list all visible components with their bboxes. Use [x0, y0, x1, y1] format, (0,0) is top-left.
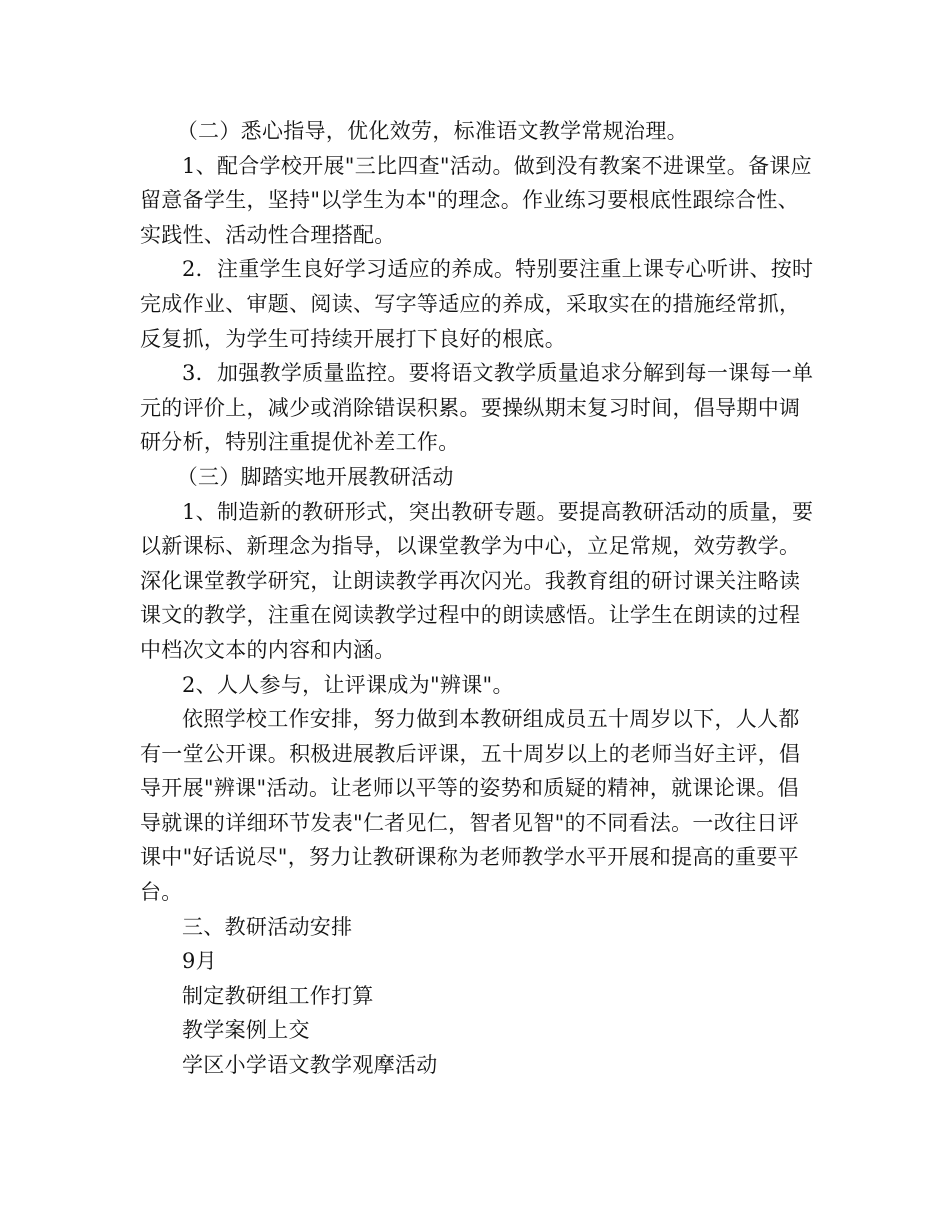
schedule-month: 9月 — [182, 949, 217, 974]
paragraph: 2、人人参与，让评课成为"辨课"。 — [182, 672, 514, 697]
paragraph: 2．注重学生良好学习适应的养成。特别要注重上课专心听讲、按时完成作业、审题、阅读、写字等适应的养成，采取实在的措施经常抓，反复抓，为学生可持续开展打下良好的根底。 — [140, 257, 814, 351]
section-heading: （二）悉心指导，优化效劳，标准语文教学常规治理。 — [176, 119, 688, 143]
paragraph: 1、制造新的教研形式，突出教研专题。要提高教研活动的质量，要以新课标、新理念为指导，以课堂教学为中心，立足常规，效劳教学。深化课堂教学研究，让朗读教学再次闪光。我教育组的研讨课关注略读课文的教学，注重在阅读教学过程中的朗读感悟。让学生在朗读的过程中档次文本的内容和内涵。 — [140, 499, 814, 662]
schedule-item: 教学案例上交 — [182, 1018, 310, 1043]
schedule-item: 学区小学语文教学观摩活动 — [182, 1053, 438, 1078]
schedule-item: 制定教研组工作打算 — [182, 983, 374, 1008]
section-heading: （三）脚踏实地开展教研活动 — [176, 464, 454, 489]
paragraph: 依照学校工作安排，努力做到本教研组成员五十周岁以下，人人都有一堂公开课。积极进展教后评课，五十周岁以上的老师当好主评，倡导开展"辨课"活动。让老师以平等的姿势和质疑的精神，就课论课。倡导就课的详细环节发表"仁者见仁，智者见智"的不同看法。一改往日评课中"好话说尽"，努力让教研课称为老师教学水平开展和提高的重要平台。 — [140, 707, 801, 905]
paragraph: 3．加强教学质量监控。要将语文教学质量追求分解到每一课每一单元的评价上，减少或消除错误积累。要操纵期末复习时间，倡导期中调研分析，特别注重提优补差工作。 — [140, 361, 814, 455]
section-title: 三、教研活动安排 — [182, 914, 353, 939]
paragraph: 1、配合学校开展"三比四查"活动。做到没有教案不进课堂。备课应留意备学生，坚持"以学生为本"的理念。作业练习要根底性跟综合性、实践性、活动性合理搭配。 — [140, 153, 812, 247]
document-body — [140, 114, 820, 1083]
